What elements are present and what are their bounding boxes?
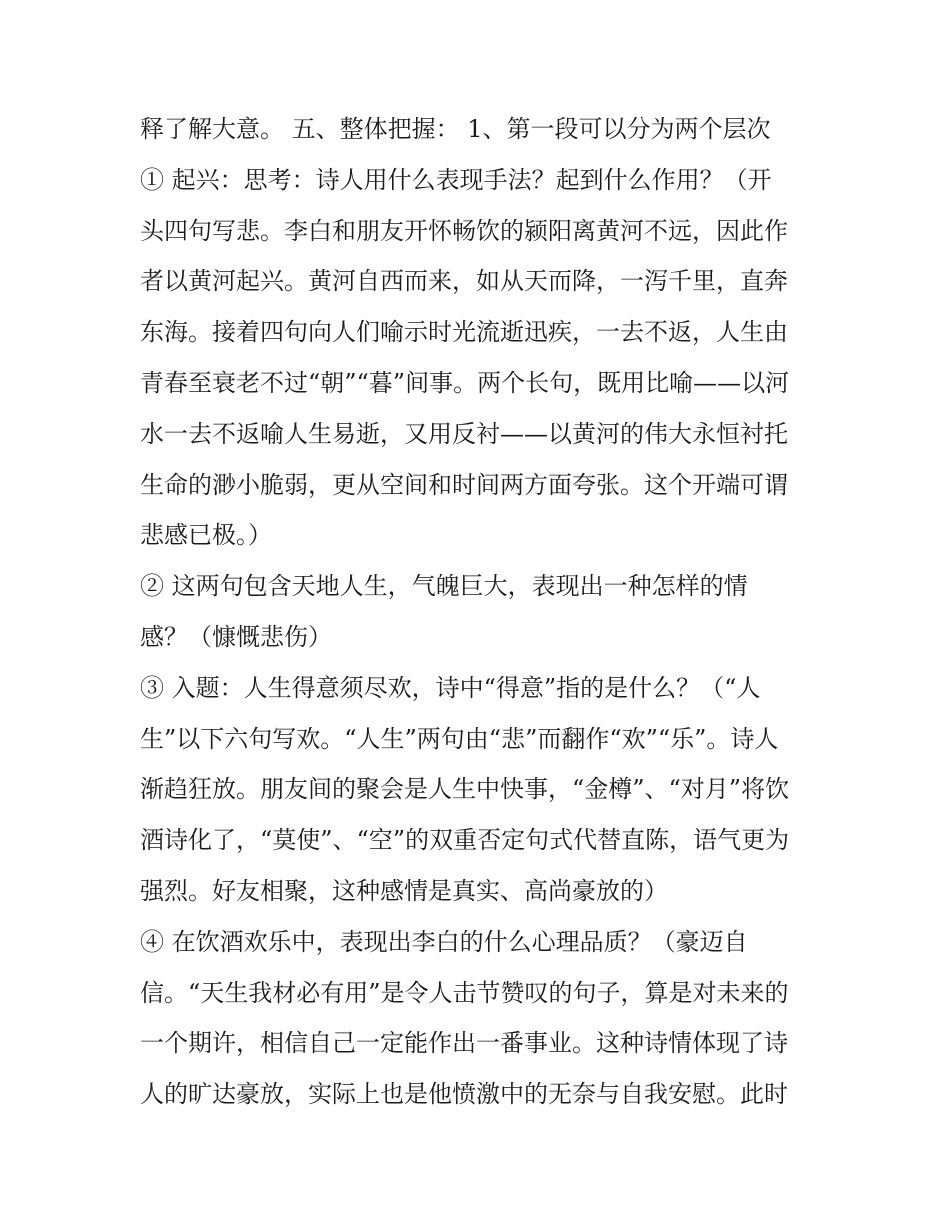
text-line: 释了解大意。 五、整体把握： 1、第一段可以分为两个层次: [140, 115, 771, 143]
text-line: 者以黄河起兴。黄河自西而来，如从天而降，一泻千里，直奔: [140, 267, 788, 296]
text-line: 头四句写悲。李白和朋友开怀畅饮的颍阳离黄河不远，因此作: [140, 216, 788, 245]
text-line: 酒诗化了，“莫使”、“空”的双重否定句式代替直陈，语气更为: [140, 826, 790, 855]
text-line: 一个期许，相信自己一定能作出一番事业。这种诗情体现了诗: [140, 1029, 788, 1058]
document-body: [140, 104, 812, 1120]
text-line: 悲感已极。）: [140, 521, 272, 550]
text-line: 感？（慷慨悲伤）: [140, 622, 332, 651]
text-line: ① 起兴：思考：诗人用什么表现手法？起到什么作用？（开: [140, 165, 772, 194]
text-line: ② 这两句包含天地人生，气魄巨大，表现出一种怎样的情: [140, 572, 748, 601]
text-line: 东海。接着四句向人们喻示时光流逝迅疾，一去不返，人生由: [140, 318, 788, 347]
text-line: ④ 在饮酒欢乐中，表现出李白的什么心理品质？（豪迈自: [140, 927, 748, 956]
text-line: 人的旷达豪放，实际上也是他愤激中的无奈与自我安慰。此时: [140, 1080, 788, 1109]
text-line: ③ 入题：人生得意须尽欢，诗中“得意”指的是什么？（“人: [140, 673, 761, 702]
text-line: 渐趋狂放。朋友间的聚会是人生中快事，“金樽”、“对月”将饮: [140, 775, 790, 804]
text-line: 水一去不返喻人生易逝，又用反衬——以黄河的伟大永恒衬托: [140, 419, 788, 448]
text-line: 生命的渺小脆弱，更从空间和时间两方面夸张。这个开端可谓: [140, 470, 788, 499]
text-line: 强烈。好友相聚，这种感情是真实、高尚豪放的）: [140, 876, 668, 905]
text-line: 青春至衰老不过“朝”“暮”间事。两个长句，既用比喻——以河: [140, 368, 790, 397]
text-line: 信。“天生我材必有用”是令人击节赞叹的句子，算是对未来的: [140, 978, 789, 1007]
text-line: 生”以下六句写欢。“人生”两句由“悲”而翻作“欢”“乐”。诗人: [140, 724, 779, 753]
